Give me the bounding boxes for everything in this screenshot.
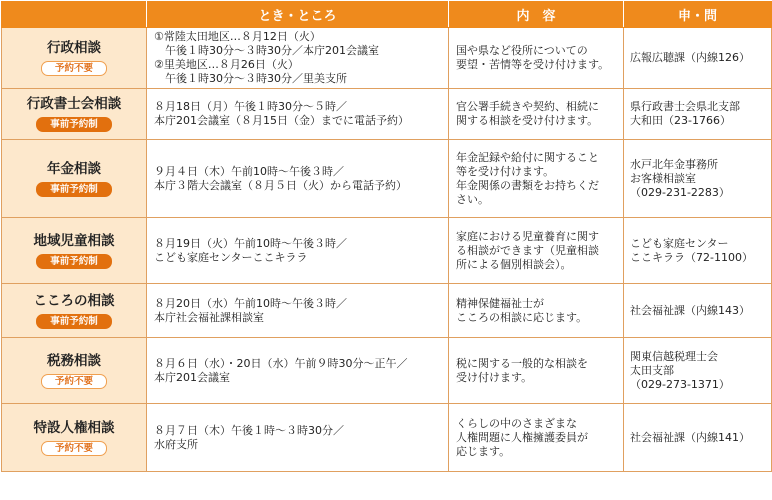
service-name: 行政書士会相談 bbox=[26, 96, 122, 112]
table-row bbox=[2, 218, 772, 284]
contact-cell: 県行政書士会県北支部 大和田（23-1766） bbox=[624, 89, 772, 140]
content-cell: 年金記録や給付に関すること 等を受け付けます。 年金関係の書類をお持ちくだ さい。 bbox=[449, 140, 624, 218]
table-row bbox=[2, 89, 772, 140]
when-where-cell: ８月７日（木）午後１時～３時30分／ 水府支所 bbox=[147, 404, 449, 472]
header-contact: 申・問 bbox=[624, 2, 772, 28]
table-header-row bbox=[2, 2, 772, 28]
reservation-badge: 事前予約制 bbox=[36, 117, 112, 132]
content-cell: 家庭における児童養育に関す る相談ができます（児童相談 所による個別相談会）。 bbox=[449, 218, 624, 284]
service-name: 行政相談 bbox=[47, 40, 101, 56]
when-where-cell: ８月６日（水）・20日（水）午前９時30分～正午／ 本庁201会議室 bbox=[147, 338, 449, 404]
service-name-cell bbox=[2, 89, 147, 140]
when-where-cell: ８月18日（月）午後１時30分～５時／ 本庁201会議室（８月15日（金）までに電話予約） bbox=[147, 89, 449, 140]
contact-cell: 水戸北年金事務所 お客様相談室 （029-231-2283） bbox=[624, 140, 772, 218]
service-name-cell bbox=[2, 338, 147, 404]
service-name-cell bbox=[2, 140, 147, 218]
content-cell: 官公署手続きや契約、相続に 関する相談を受け付けます。 bbox=[449, 89, 624, 140]
reservation-badge: 事前予約制 bbox=[36, 254, 112, 269]
service-name-cell bbox=[2, 218, 147, 284]
table-row bbox=[2, 28, 772, 89]
service-name-cell bbox=[2, 404, 147, 472]
table-row bbox=[2, 404, 772, 472]
service-name-cell bbox=[2, 28, 147, 89]
contact-cell: 社会福祉課（内線143） bbox=[624, 284, 772, 338]
contact-cell: 社会福祉課（内線141） bbox=[624, 404, 772, 472]
when-where-cell: ①常陸太田地区…８月12日（火） 午後１時30分～３時30分／本庁201会議室 ②里美地区…８月26日（火） 午後１時30分～３時30分／里美支所 bbox=[147, 28, 449, 89]
service-name: 年金相談 bbox=[47, 160, 101, 177]
content-cell: 国や県など役所についての 要望・苦情等を受け付けます。 bbox=[449, 28, 624, 89]
header-content: 内 容 bbox=[449, 2, 624, 28]
reservation-badge: 事前予約制 bbox=[36, 314, 112, 329]
reservation-badge: 予約不要 bbox=[41, 441, 107, 456]
service-name: 税務相談 bbox=[47, 352, 101, 369]
table-row bbox=[2, 140, 772, 218]
reservation-badge: 予約不要 bbox=[41, 61, 107, 76]
content-cell: 税に関する一般的な相談を 受け付けます。 bbox=[449, 338, 624, 404]
table-row bbox=[2, 284, 772, 338]
when-where-cell: ８月19日（火）午前10時～午後３時／ こども家庭センターここキララ bbox=[147, 218, 449, 284]
service-name: 地域児童相談 bbox=[33, 232, 115, 249]
contact-cell: 関東信越税理士会 太田支部 （029-273-1371） bbox=[624, 338, 772, 404]
when-where-cell: ９月４日（木）午前10時～午後３時／ 本庁３階大会議室（８月５日（火）から電話予約） bbox=[147, 140, 449, 218]
service-name: こころの相談 bbox=[33, 292, 115, 309]
content-cell: 精神保健福祉士が こころの相談に応じます。 bbox=[449, 284, 624, 338]
content-cell: くらしの中のさまざまな 人権問題に人権擁護委員が 応じます。 bbox=[449, 404, 624, 472]
service-name-cell bbox=[2, 284, 147, 338]
when-where-cell: ８月20日（水）午前10時～午後３時／ 本庁社会福祉課相談室 bbox=[147, 284, 449, 338]
contact-cell: こども家庭センター ここキララ（72-1100） bbox=[624, 218, 772, 284]
contact-cell: 広報広聴課（内線126） bbox=[624, 28, 772, 89]
table-row bbox=[2, 338, 772, 404]
consultation-schedule-table bbox=[1, 1, 772, 472]
reservation-badge: 事前予約制 bbox=[36, 182, 112, 197]
service-name: 特設人権相談 bbox=[33, 419, 115, 436]
reservation-badge: 予約不要 bbox=[41, 374, 107, 389]
header-blank bbox=[2, 2, 147, 28]
header-when-where: とき・ところ bbox=[147, 2, 449, 28]
